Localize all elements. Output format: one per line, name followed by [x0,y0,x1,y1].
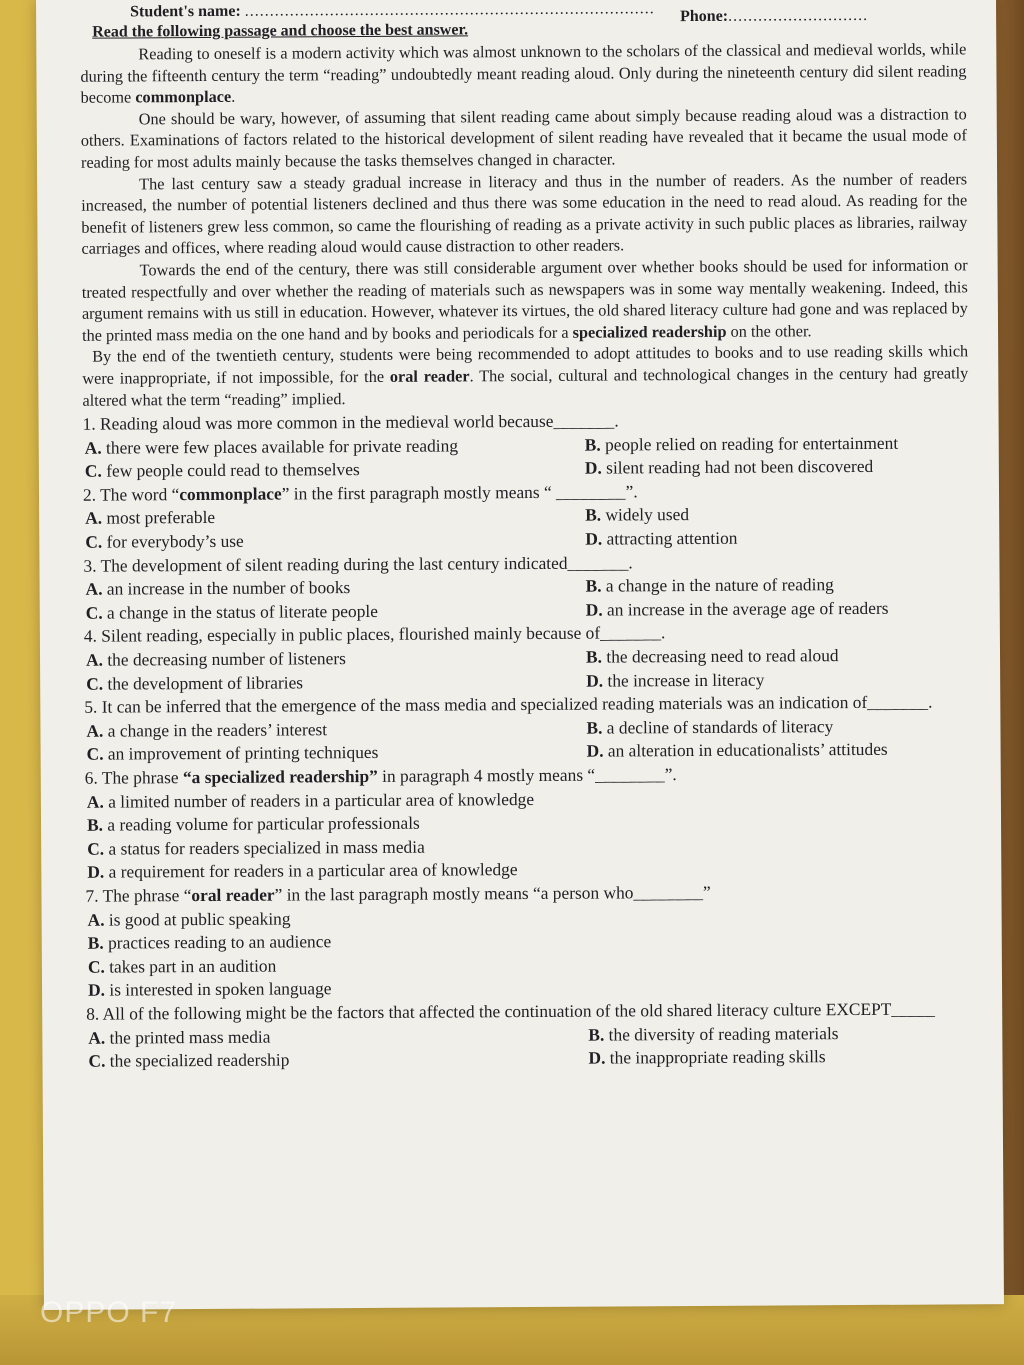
option-b[interactable]: B. a change in the nature of reading [585,574,834,596]
question-stem: 8. All of the following might be the factors that affected the continuation of the old shared literacy culture EXCEPT_____ [86,998,935,1024]
question-stem: 6. The phrase “a specialized readership” in paragraph 4 mostly means “________”. [84,764,677,788]
option-a[interactable]: A. a change in the readers’ interest [86,719,328,741]
phone-label: Phone: [680,7,729,26]
student-name-blank: .................................................................................. [244,0,655,20]
option-d[interactable]: D. an increase in the average age of readers [585,597,889,620]
paragraph-3: The last century saw a steady gradual increase in literacy and thus in the number of readers. As the number of readers increased, the number of potential listeners declined and thus there was some education in the need to read aloud. As reading for the benefit of listeners grew less common, so came the flourishing of reading as a private activity in such public places as libraries, railway carriages and offices, where reading aloud would cause distraction to other readers. [81,168,968,259]
question-stem: 4. Silent reading, especially in public places, flourished mainly because of_______. [83,622,666,647]
phone-number-top [720,0,846,2]
paragraph-4: Towards the end of the century, there was still considerable argument over whether books should be used for information or treated respectfully and over whether the reading of materials such as newspapers was in some way mentally weakening. Indeed, this argument remains with us still in education. However, whatever its virtues, the old shared literacy culture had gone and was replaced by the printed mass media on the one hand and by books and periodicals for a specialized readership on the other. [81,255,968,345]
phone-field [680,7,868,26]
paragraph-1: Reading to oneself is a modern activity which was almost unknown to the scholars of the classical and medieval worlds, while during the fifteenth century the term “reading” undoubtedly meant reading aloud. Only during the nineteenth century did silent reading become commonplace. [80,39,967,107]
option-b[interactable]: B. the decreasing need to read aloud [585,645,839,667]
option-d[interactable]: D. an alteration in educationalists’ attitudes [586,739,888,762]
option-d[interactable]: D. a requirement for readers in a particular area of knowledge [87,859,518,883]
student-header [130,0,970,26]
question-3 [83,549,969,625]
option-a[interactable]: A. there were few places available for private reading [84,435,459,458]
option-b[interactable]: B. practices reading to an audience [87,931,332,953]
paragraph-5: By the end of the twentieth century, students were being recommended to adopt attitudes to books and to use reading skills which were inappropriate, if not impossible, for the oral reader. The social, cultural and technological changes in the century had greatly altered what the term “reading” implied. [82,341,969,410]
option-a[interactable]: A. a limited number of readers in a particular area of knowledge [86,788,535,812]
option-a[interactable]: A. the printed mass media [88,1026,271,1048]
question-1 [83,407,969,483]
question-stem: 2. The word “commonplace” in the first paragraph mostly means “ ________”. [82,481,638,505]
option-c[interactable]: C. an improvement of printing techniques [86,742,379,765]
option-c[interactable]: C. a status for readers specialized in mass media [87,836,425,859]
option-b[interactable]: B. the diversity of reading materials [588,1022,839,1045]
option-a[interactable]: A. is good at public speaking [87,908,291,930]
option-a[interactable]: A. most preferable [85,507,216,529]
option-d[interactable]: D. is interested in spoken language [87,978,332,1001]
option-d[interactable]: D. attracting attention [585,527,738,549]
question-stem: 7. The phrase “oral reader” in the last paragraph mostly means “a person who________” [85,881,711,906]
option-c[interactable]: C. for everybody’s use [85,530,244,552]
passage-content [80,38,972,1073]
camera-watermark: OPPO F7 [40,1296,178,1329]
question-8 [86,997,972,1073]
question-7 [85,879,972,1002]
question-stem: 3. The development of silent reading during the last century indicated_______. [83,552,633,576]
option-b[interactable]: B. widely used [585,504,690,526]
questions [83,407,973,1073]
option-d[interactable]: D. the increase in literacy [586,669,765,691]
option-b[interactable]: B. a decline of standards of literacy [586,715,834,738]
question-5 [84,691,970,767]
question-6 [85,761,972,884]
worksheet-page [36,0,1004,1310]
option-d[interactable]: D. silent reading had not been discovered [584,456,874,478]
student-name-label: Student's name: [130,2,241,21]
instruction: Read the following passage and choose the best answer. [92,21,469,41]
option-c[interactable]: C. a change in the status of literate people [85,600,378,623]
option-a[interactable]: A. the decreasing number of listeners [85,648,346,670]
question-stem: 1. Reading aloud was more common in the medieval world because_______. [82,410,619,434]
question-4 [84,620,970,696]
question-stem: 5. It can be inferred that the emergence of the mass media and specialized reading materials was an indication of_______. [84,691,933,717]
option-c[interactable]: C. the specialized readership [88,1049,290,1071]
paragraph-2: One should be wary, however, of assuming that silent reading came about simply because reading aloud was a distraction to others. Examinations of factors related to the historical development of silent reading have revealed that it became the usual mode of reading for most adults mainly because the tasks themselves changed in character. [80,104,967,172]
phone-blank: ............................ [728,6,869,25]
option-d[interactable]: D. the inappropriate reading skills [588,1046,826,1068]
option-c[interactable]: C. takes part in an audition [87,955,277,977]
option-a[interactable]: A. an increase in the number of books [85,577,351,599]
option-c[interactable]: C. the development of libraries [86,672,304,694]
option-c[interactable]: C. few people could read to themselves [84,459,360,481]
question-2 [83,478,969,554]
option-b[interactable]: B. a reading volume for particular professionals [86,812,420,835]
option-b[interactable]: B. people relied on reading for entertainment [584,432,899,455]
